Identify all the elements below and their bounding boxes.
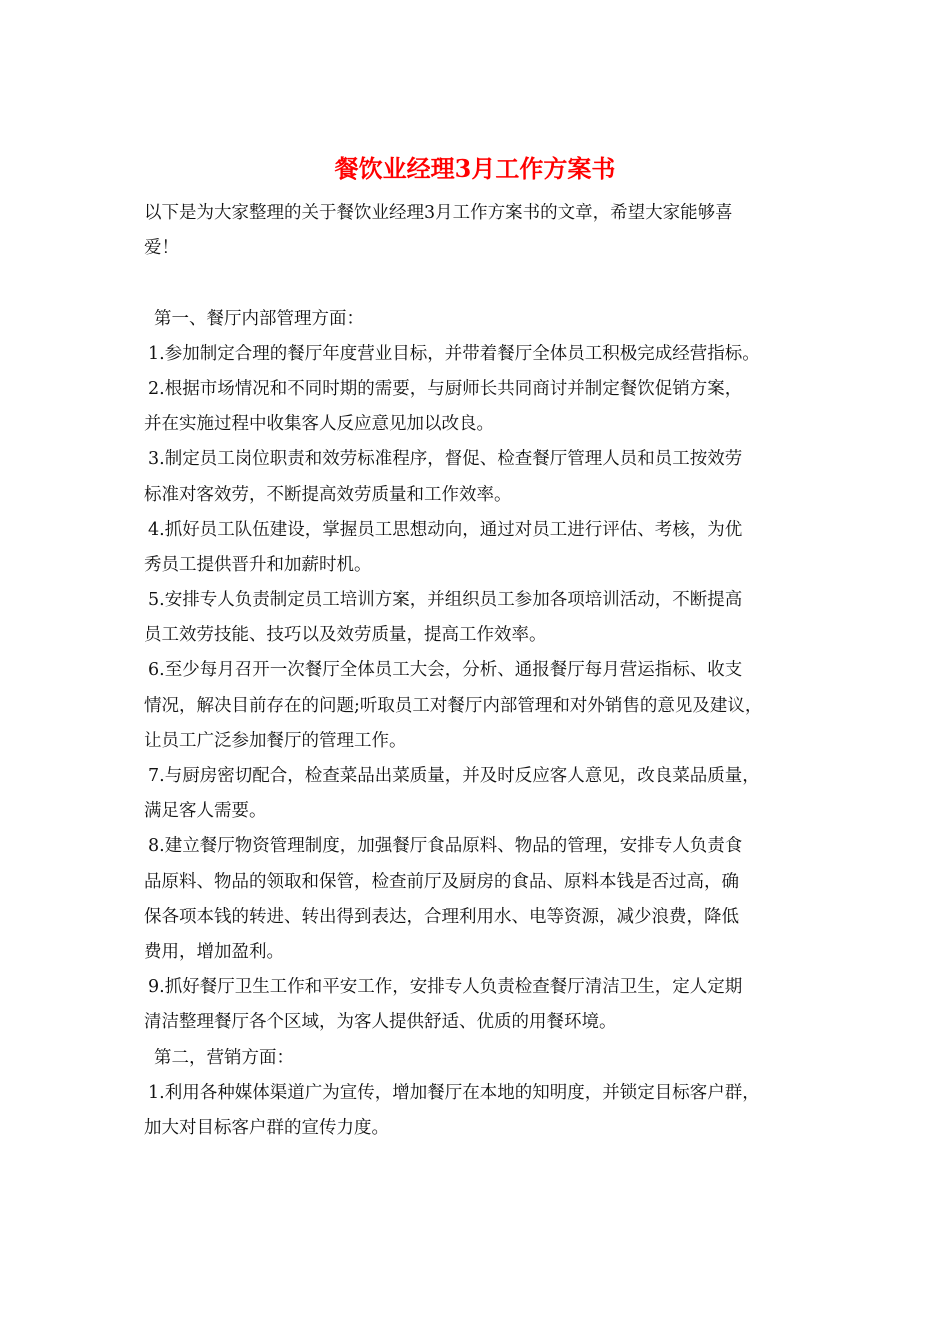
list-item-line: 标准对客效劳，不断提高效劳质量和工作效率。 — [144, 484, 512, 505]
list-item-line: 4.抓好员工队伍建设，掌握员工思想动向，通过对员工进行评估、考核，为优 — [148, 519, 743, 540]
list-item-line: 品原料、物品的领取和保管，检查前厅及厨房的食品、原料本钱是否过高，确 — [144, 871, 739, 892]
list-item-line: 7.与厨房密切配合，检查菜品出菜质量，并及时反应客人意见，改良菜品质量， — [148, 766, 760, 786]
list-item-line: 费用，增加盈利。 — [144, 941, 284, 962]
list-item-line: 8.建立餐厅物资管理制度，加强餐厅食品原料、物品的管理，安排专人负责食 — [148, 836, 743, 857]
list-item-line: 6.至少每月召开一次餐厅全体员工大会，分析、通报餐厅每月营运指标、收支 — [148, 660, 743, 681]
document-title: 餐饮业经理3月工作方案书 — [334, 154, 616, 183]
list-item-line: 3.制定员工岗位职责和效劳标准程序，督促、检查餐厅管理人员和员工按效劳 — [148, 449, 743, 470]
section-heading: 第一、餐厅内部管理方面： — [154, 308, 364, 329]
list-item-line: 让员工广泛参加餐厅的管理工作。 — [144, 730, 407, 751]
list-item-line: 并在实施过程中收集客人反应意见加以改良。 — [144, 414, 494, 435]
list-item-line: 保各项本钱的转进、转出得到表达，合理利用水、电等资源，减少浪费，降低 — [144, 906, 739, 927]
list-item-line: 清洁整理餐厅各个区域，为客人提供舒适、优质的用餐环境。 — [144, 1012, 617, 1033]
list-item-line: 5.安排专人负责制定员工培训方案，并组织员工参加各项培训活动，不断提高 — [148, 590, 743, 611]
list-item-line: 加大对目标客户群的宣传力度。 — [144, 1117, 389, 1138]
list-item-line: 员工效劳技能、技巧以及效劳质量，提高工作效率。 — [144, 625, 547, 646]
blank-line — [144, 266, 824, 301]
list-item-line: 秀员工提供晋升和加薪时机。 — [144, 554, 372, 575]
intro-line: 爱！ — [144, 238, 179, 259]
document-body — [144, 196, 824, 1146]
list-item-line: 9.抓好餐厅卫生工作和平安工作，安排专人负责检查餐厅清洁卫生，定人定期 — [148, 977, 743, 998]
list-item-line: 满足客人需要。 — [144, 801, 267, 822]
list-item-line: 2.根据市场情况和不同时期的需要，与厨师长共同商讨并制定餐饮促销方案， — [148, 378, 743, 399]
intro-line: 以下是为大家整理的关于餐饮业经理3月工作方案书的文章，希望大家能够喜 — [144, 203, 733, 223]
list-item-line: 1.参加制定合理的餐厅年度营业目标，并带着餐厅全体员工积极完成经营指标。 — [148, 343, 760, 364]
section-heading: 第二，营销方面： — [154, 1047, 294, 1068]
list-item-line: 1.利用各种媒体渠道广为宣传，增加餐厅在本地的知明度，并锁定目标客户群， — [148, 1082, 760, 1103]
list-item-line: 情况，解决目前存在的问题;听取员工对餐厅内部管理和对外销售的意见及建议， — [144, 695, 763, 716]
